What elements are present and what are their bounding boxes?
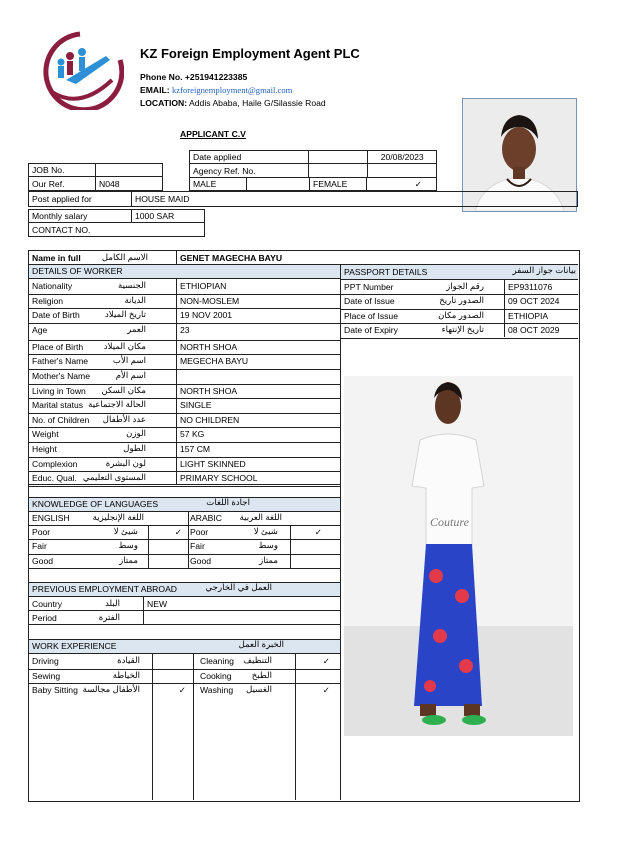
salary-table	[28, 209, 205, 237]
work-left-check-icon: ✓	[178, 685, 186, 695]
passport-row-label: Date of Issue	[344, 296, 395, 307]
worker-row-value: 23	[180, 324, 190, 335]
divider	[28, 486, 340, 487]
english-check-icon: ✓	[174, 527, 182, 537]
passport-header-text: PASSPORT DETAILS	[344, 267, 428, 277]
worker-row-value: 19 NOV 2001	[180, 310, 233, 321]
worker-row-label-ar: اسم الأم	[115, 370, 146, 380]
work-left-label: Baby Sitting	[32, 685, 78, 695]
work-experience-header-ar: الخبرة العمل	[238, 639, 284, 649]
english-level-label-ar: وسط	[118, 540, 138, 551]
worker-row-value: SINGLE	[180, 400, 212, 411]
arabic-level-label-ar: شيئ لا	[253, 526, 278, 536]
worker-row-value: 57 KG	[180, 429, 205, 440]
worker-row-value: ETHIOPIAN	[180, 281, 227, 291]
divider	[340, 264, 341, 800]
job-no-value	[96, 164, 163, 177]
divider	[295, 653, 296, 800]
country-label: Country	[32, 599, 63, 609]
passport-row-label-ar: الصدور مكان	[438, 309, 484, 320]
name-value: GENET MAGECHA BAYU	[180, 253, 283, 263]
arabic-label: ARABIC	[190, 513, 222, 523]
passport-header-ar: بيانات جواز السفر	[512, 265, 576, 275]
worker-row-value: NORTH SHOA	[180, 341, 238, 352]
english-level-label-ar: ممتاز	[119, 554, 138, 565]
prev-employment-header-ar: العمل في الخارجي	[205, 582, 272, 592]
worker-row-value: MEGECHA BAYU	[180, 356, 249, 367]
worker-row-label-ar: الجنسية	[117, 280, 146, 290]
worker-row-label: Educ. Qual.	[32, 473, 77, 484]
worker-row-label: Place of Birth	[32, 341, 84, 352]
salary-label: Monthly salary	[29, 210, 132, 223]
languages-header-text: KNOWLEDGE OF LANGUAGES	[32, 499, 159, 509]
arabic-level-label: Fair	[190, 541, 205, 552]
worker-row-label-ar: مكان السكن	[101, 384, 146, 395]
english-label: ENGLISH	[32, 513, 70, 523]
male-label: MALE	[190, 178, 247, 191]
applicant-full-body-photo	[344, 376, 573, 736]
arabic-level-label-ar: وسط	[258, 540, 278, 551]
worker-row-label: Religion	[32, 295, 64, 306]
work-left-label-ar: الأطفال مجالسة	[82, 684, 140, 694]
arabic-level-label-ar: ممتاز	[259, 554, 278, 565]
english-level-label: Fair	[32, 541, 47, 552]
passport-row-label-ar: رقم الجواز	[446, 281, 484, 291]
worker-row-label-ar: مكان الميلاد	[103, 340, 146, 351]
worker-row-label-ar: الديانة	[124, 294, 146, 305]
divider	[28, 511, 340, 512]
divider	[28, 624, 340, 625]
passport-row-label-ar: الصدور تاريخ	[439, 295, 484, 306]
country-label-ar: البلد	[105, 598, 120, 608]
svg-text:Couture: Couture	[430, 515, 469, 529]
languages-header-ar: اجادة اللغات	[206, 497, 250, 507]
divider	[176, 250, 177, 484]
work-right-check-icon: ✓	[322, 685, 330, 695]
contact-label: CONTACT NO.	[29, 223, 205, 236]
passport-row-label-ar: تاريخ الإنتهاء	[441, 324, 484, 335]
divider	[188, 511, 189, 569]
arabic-check-icon: ✓	[314, 527, 322, 537]
passport-row-label: PPT Number	[344, 282, 394, 292]
worker-row-label-ar: الطول	[123, 443, 146, 453]
work-left-label-ar: القيادة	[117, 655, 140, 665]
post-table	[28, 191, 578, 207]
worker-details-header-text: DETAILS OF WORKER	[32, 266, 123, 276]
worker-row-value: NORTH SHOA	[180, 385, 238, 396]
empty-cell	[308, 151, 368, 164]
gender-table	[189, 177, 437, 191]
divider	[504, 279, 505, 337]
company-name: KZ Foreign Employment Agent PLC	[140, 46, 360, 61]
company-location: LOCATION: Addis Ababa, Haile G/Silassie Road	[140, 98, 326, 108]
worker-row-label: Mother's Name	[32, 371, 90, 381]
arabic-level-label: Poor	[190, 527, 209, 537]
period-label: Period	[32, 613, 57, 623]
passport-row-value: 08 OCT 2029	[508, 325, 560, 336]
worker-row-label: No. of Children	[32, 414, 90, 425]
company-phone: Phone No. +251941223385	[140, 72, 248, 82]
divider	[290, 525, 291, 569]
work-right-label: Cooking	[200, 670, 232, 681]
passport-row-label: Place of Issue	[344, 310, 398, 321]
passport-row-value: 09 OCT 2024	[508, 296, 560, 307]
female-check-icon: ✓	[367, 178, 437, 191]
passport-row-value: EP9311076	[508, 282, 553, 292]
work-right-label-ar: التنظيف	[243, 655, 272, 665]
divider	[28, 484, 340, 485]
worker-row-label-ar: الحالة الاجتماعية	[88, 399, 146, 410]
job-no-label: JOB No.	[29, 164, 96, 177]
our-ref-label: Our Ref.	[29, 177, 96, 190]
period-label-ar: الفترة	[98, 612, 120, 622]
name-label: Name in full	[32, 253, 81, 263]
worker-row-value: 157 CM	[180, 444, 211, 454]
divider	[193, 653, 194, 800]
worker-row-label-ar: العمر	[127, 323, 146, 334]
worker-row-value: NON-MOSLEM	[180, 295, 240, 306]
arabic-level-label: Good	[190, 555, 212, 566]
worker-row-label: Weight	[32, 429, 59, 440]
worker-row-label-ar: تاريخ الميلاد	[104, 309, 146, 320]
name-label-ar: الاسم الكامل	[101, 252, 148, 262]
english-level-label: Good	[32, 555, 54, 566]
date-applied-label: Date applied	[190, 151, 309, 164]
divider	[152, 653, 153, 800]
worker-row-label: Nationality	[32, 281, 73, 291]
worker-row-value: LIGHT SKINNED	[180, 458, 246, 469]
post-label: Post applied for	[29, 192, 132, 207]
passport-row-label: Date of Expiry	[344, 325, 398, 336]
worker-row-label-ar: اسم الأب	[112, 355, 146, 366]
male-check	[247, 178, 310, 191]
worker-row-label: Marital status	[32, 400, 84, 411]
worker-row-label-ar: المستوى التعليمي	[82, 472, 146, 483]
worker-row-label: Complexion	[32, 458, 78, 469]
work-right-label-ar: الغسيل	[246, 684, 272, 694]
english-level-label-ar: شيئ لا	[113, 526, 138, 536]
divider	[28, 539, 340, 540]
divider	[340, 338, 578, 339]
divider	[28, 610, 340, 611]
divider	[28, 568, 340, 569]
worker-row-label: Age	[32, 324, 48, 335]
empty-cell	[308, 164, 368, 177]
worker-row-label: Father's Name	[32, 356, 89, 367]
work-left-label: Driving	[32, 656, 59, 666]
divider	[143, 596, 144, 624]
divider	[28, 596, 340, 597]
prev-employment-header-text: PREVIOUS EMPLOYMENT ABROAD	[32, 584, 178, 594]
worker-row-label: Living in Town	[32, 385, 86, 396]
work-right-label-ar: الطبخ	[251, 669, 272, 680]
our-ref-value: N048	[96, 177, 163, 190]
empty-cell	[368, 164, 437, 177]
document-title: APPLICANT C.V	[180, 129, 246, 139]
work-right-check-icon: ✓	[322, 656, 330, 666]
female-label: FEMALE	[310, 178, 367, 191]
application-info-table	[189, 150, 437, 178]
worker-row-value: NO CHILDREN	[180, 414, 240, 425]
worker-row-label-ar: عدد الأطفال	[102, 413, 146, 424]
arabic-label-ar: اللغة العربية	[239, 512, 282, 522]
worker-row-label: Date of Birth	[32, 310, 80, 321]
date-applied-value: 20/08/2023	[368, 151, 437, 164]
worker-row-label-ar: الوزن	[126, 428, 146, 439]
country-value: NEW	[147, 599, 168, 609]
passport-row-value: ETHIOPIA	[508, 310, 549, 321]
company-email: EMAIL: kzforeignemployment@gmail.com	[140, 85, 293, 95]
salary-value: 1000 SAR	[132, 210, 205, 223]
english-level-label: Poor	[32, 527, 51, 537]
company-logo	[36, 30, 124, 110]
worker-row-label: Height	[32, 444, 57, 454]
work-left-label: Sewing	[32, 670, 61, 681]
work-right-label: Washing	[200, 685, 234, 695]
english-label-ar: اللغة الإنجليزية	[92, 512, 144, 522]
worker-row-value: PRIMARY SCHOOL	[180, 473, 258, 484]
post-value: HOUSE MAID	[132, 192, 578, 207]
email-link[interactable]: kzforeignemployment@gmail.com	[172, 85, 293, 95]
work-right-label: Cleaning	[200, 656, 234, 666]
job-ref-table	[28, 163, 163, 191]
work-experience-header-text: WORK EXPERIENCE	[32, 641, 117, 651]
divider	[28, 554, 340, 555]
divider	[148, 525, 149, 569]
worker-row-label-ar: لون البشرة	[105, 457, 146, 468]
agency-ref-label: Agency Ref. No.	[190, 164, 309, 177]
work-left-label-ar: الخياطة	[112, 669, 140, 680]
